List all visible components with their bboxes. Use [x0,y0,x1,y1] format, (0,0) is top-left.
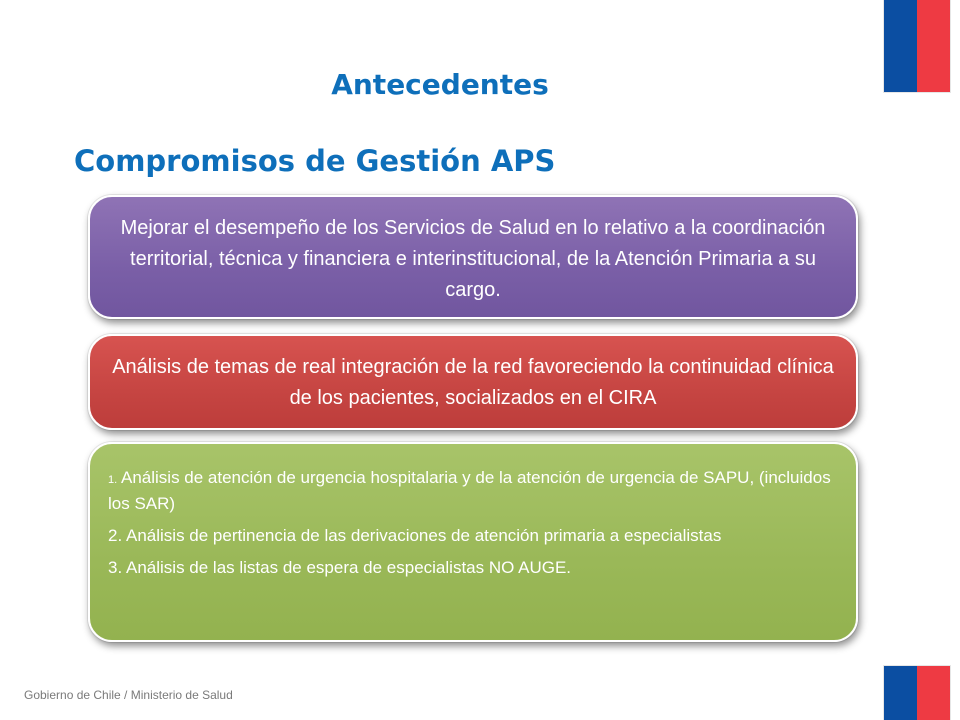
list-item [108,466,842,516]
purple-objective-box [88,195,858,319]
list-item-number: 2. [108,526,123,545]
page-title: Antecedentes [331,68,549,101]
green-analysis-box [88,442,858,642]
list-item-text: Análisis de las listas de espera de especialistas NO AUGE. [125,558,572,577]
list-item-number: 3. [108,558,123,577]
list-item-text: Análisis de atención de urgencia hospitalaria y de la atención de urgencia de SAPU, (incluidos los SAR) [108,468,831,513]
list-item-number: 1. [108,474,118,486]
flag-red-stripe [917,0,950,92]
chile-flag-logo-bottom [884,666,950,720]
footer-text: Gobierno de Chile / Ministerio de Salud [24,688,233,702]
red-box-text: Análisis de temas de real integración de la red favoreciendo la continuidad clínica de los pacientes, socializados en el CIRA [112,356,834,409]
list-item-text: Análisis de pertinencia de las derivaciones de atención primaria a especialistas [125,526,722,545]
flag-blue-stripe [884,0,917,92]
page-subtitle: Compromisos de Gestión APS [74,144,556,178]
flag-blue-stripe [884,666,917,720]
list-item [108,524,842,548]
flag-red-stripe [917,666,950,720]
list-item [108,556,842,580]
purple-box-text: Mejorar el desempeño de los Servicios de Salud en lo relativo a la coordinación territorial, técnica y financiera e interinstitucional, de la Atención Primaria a su cargo. [120,217,826,301]
red-objective-box [88,334,858,430]
analysis-list [108,466,842,588]
chile-flag-logo-top [884,0,950,92]
